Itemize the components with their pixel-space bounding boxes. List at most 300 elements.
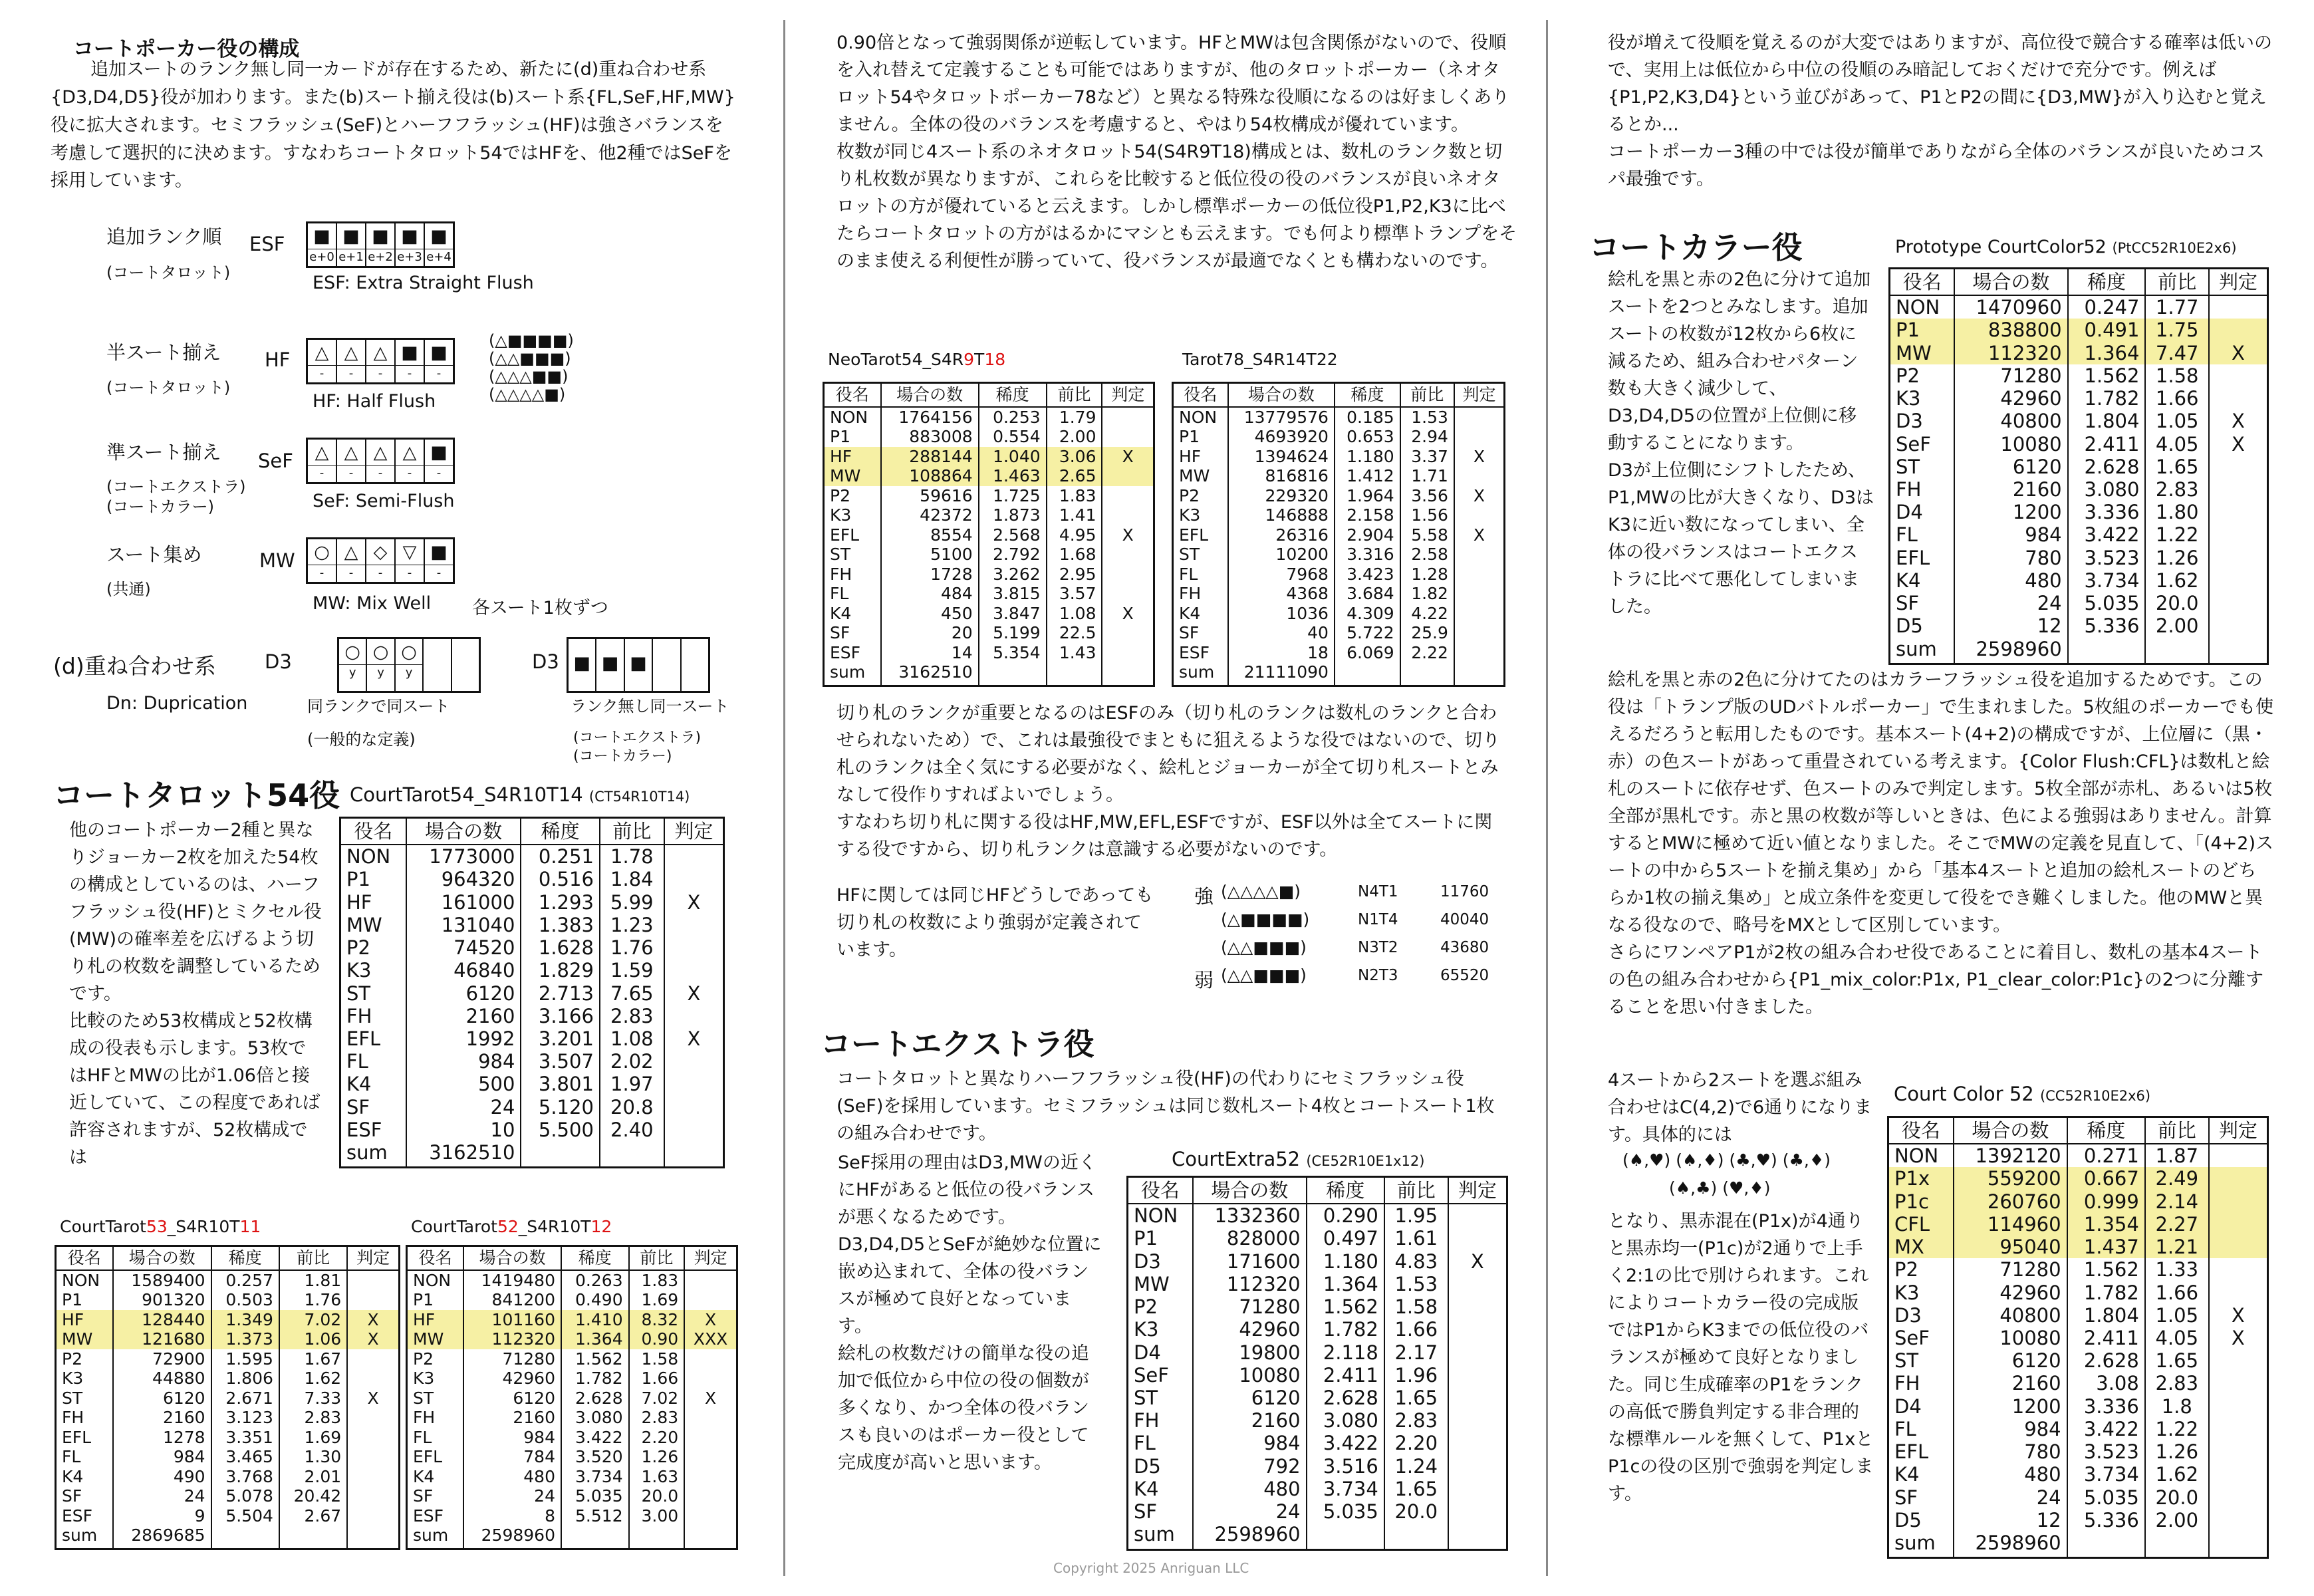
composition-title: コートポーカー役の構成 (73, 37, 300, 61)
table-row (340, 1073, 724, 1095)
table-cell: 4368 (1228, 584, 1335, 604)
table-cell: 1.562 (2067, 1258, 2145, 1281)
ct54-title-sub: (CT54R10T14) (588, 789, 690, 805)
table-cell: 24 (113, 1486, 211, 1506)
table-cell (2145, 1531, 2209, 1558)
table-cell: 1.65 (1384, 1478, 1448, 1500)
card-symbol: ■ (430, 442, 448, 463)
sef-label: 準スート揃え (106, 441, 221, 464)
table-cell: 3.316 (1335, 545, 1400, 565)
table-cell: 1.75 (2145, 319, 2209, 341)
table-cell (664, 959, 724, 982)
table-cell: SF (413, 1486, 434, 1506)
card-cell (424, 440, 453, 482)
table-cell: sum (346, 1141, 388, 1164)
table-cell: FL (413, 1427, 432, 1447)
ct52-title-red2: 12 (590, 1217, 612, 1236)
table-cell: 3.815 (979, 584, 1047, 604)
table-cell: 3.080 (1307, 1409, 1384, 1432)
table-cell: NON (1179, 407, 1218, 427)
table-cell: 1.63 (629, 1467, 685, 1487)
card-cell (394, 639, 422, 691)
table-cell (1102, 565, 1154, 585)
table-cell (1102, 643, 1154, 663)
card-cell (424, 539, 453, 582)
col-header: 稀度 (211, 1246, 279, 1270)
hf-note-paragraph: HFに関しては同じHFどうしであっても切り札の枚数により強弱が定義されています。 (836, 885, 1154, 961)
table-cell: 3.520 (561, 1447, 629, 1467)
col-header: 場合の数 (1954, 1117, 2067, 1144)
card-cell (336, 539, 365, 582)
table-cell: 1.66 (629, 1369, 685, 1389)
table-row (56, 1349, 400, 1369)
table-cell: 1.83 (629, 1270, 685, 1291)
pair: (♣,♥) (1729, 1150, 1777, 1170)
table-cell: X (664, 1027, 724, 1050)
table-cell: P2 (1134, 1295, 1158, 1319)
table-cell: 2160 (113, 1408, 211, 1428)
table-cell: P1 (413, 1290, 434, 1309)
table-cell: 1.77 (2145, 295, 2209, 319)
table-row (1890, 295, 2268, 319)
table-cell: 1.53 (1384, 1273, 1448, 1295)
table-cell: P2 (1896, 364, 1920, 387)
table-cell: 0.653 (1335, 427, 1400, 447)
table-cell: 3.00 (629, 1506, 685, 1526)
hf-strength-code: N3T2 (1358, 939, 1398, 956)
card-symbol: ◇ (373, 542, 388, 563)
ct52-body (407, 1270, 737, 1549)
card-cell (308, 440, 336, 482)
table-cell: 1.95 (1384, 1204, 1448, 1227)
table-cell: 22.5 (1047, 623, 1102, 643)
table-cell: 20.0 (2145, 1486, 2209, 1509)
table-cell: 1.71 (1400, 466, 1454, 486)
table-cell: 1.804 (2068, 410, 2146, 432)
table-cell: ESF (62, 1506, 93, 1526)
table-cell: 1.76 (279, 1290, 347, 1310)
extra-table-title (1172, 1148, 1424, 1170)
table-row (824, 505, 1154, 525)
table-cell (664, 914, 724, 936)
card-sub: - (396, 565, 424, 581)
ct53-title-a: CourtTarot (60, 1217, 146, 1236)
mw-label: スート集め (106, 543, 202, 566)
table-cell: ESF (1179, 642, 1210, 662)
table-cell: CFL (1888, 1213, 1954, 1236)
table-cell: 1.79 (1047, 407, 1102, 428)
table-cell: 2.628 (2068, 456, 2146, 478)
extra-heading: コートエクストラ役 (821, 1026, 1094, 1062)
col-header: 判定 (1454, 383, 1505, 407)
table-cell: 1.628 (521, 936, 599, 959)
card-cell (308, 340, 336, 382)
table-cell: MW (1179, 466, 1210, 485)
card-cell (394, 440, 424, 482)
table-cell: 1394624 (1228, 447, 1335, 467)
table-cell: 2.14 (2145, 1190, 2209, 1213)
table-cell: 780 (1954, 1440, 2067, 1463)
table-cell: HF (346, 890, 372, 914)
table-cell: 2.628 (1307, 1387, 1384, 1409)
neo-header-row (824, 383, 1154, 407)
table-row (407, 1329, 737, 1349)
table-cell (2209, 638, 2268, 664)
table-cell: 3.734 (2067, 1463, 2145, 1486)
d-abbr: D3 (265, 650, 292, 673)
table-cell: 5100 (881, 545, 979, 565)
table-cell: 72900 (113, 1349, 211, 1369)
table-cell: 2.20 (629, 1428, 685, 1448)
table-row (407, 1447, 737, 1467)
ct54-paragraph-1: 他のコートポーカー2種と異なりジョーカー2枚を加えた54枚の構成としているのは、ハーフフラッシュ役(HF)とミクセル役(MW)の確率差を広げるよう切り札の枚数を調整しているためです。 (69, 820, 322, 1005)
table-row (340, 1119, 724, 1141)
table-cell: 1.354 (2067, 1213, 2145, 1236)
table-cell (684, 1270, 737, 1291)
table-cell: FL (346, 1050, 368, 1073)
table-cell: 1.69 (629, 1290, 685, 1310)
table-cell: 7.65 (600, 982, 664, 1005)
table-cell: SF (1894, 1486, 1918, 1509)
table-cell (684, 1526, 737, 1549)
table-cell: 20.0 (2145, 592, 2209, 614)
table-cell (2209, 1281, 2268, 1304)
table-cell: 5.99 (600, 891, 664, 914)
table-cell (347, 1290, 399, 1310)
hf-caption: HF: Half Flush (313, 391, 436, 412)
table-cell: D3 (1134, 1250, 1161, 1273)
table-cell: K4 (346, 1073, 372, 1096)
table-cell: 2.49 (2145, 1167, 2209, 1190)
table-cell: 1.26 (629, 1447, 685, 1467)
table-cell: 480 (463, 1467, 561, 1487)
table-cell: 42960 (1954, 387, 2067, 410)
table-cell: 1.26 (2145, 547, 2209, 569)
table-row (1173, 486, 1505, 506)
table-cell: 5.500 (521, 1119, 599, 1141)
hf-strength-row (1194, 966, 1507, 992)
card-cell (394, 223, 424, 266)
table-cell: 883008 (881, 427, 979, 447)
table-cell: 1.62 (279, 1369, 347, 1389)
table-cell: P1 (1179, 427, 1200, 446)
table-cell: K3 (830, 505, 852, 525)
ct53-title-b: _S4R10T (167, 1217, 240, 1236)
ct53-title-red: 53 (146, 1217, 168, 1236)
col-header: 判定 (684, 1246, 737, 1270)
table-row (824, 486, 1154, 506)
neo-table (823, 382, 1155, 687)
table-cell: K3 (1134, 1318, 1159, 1341)
col-header: 場合の数 (463, 1246, 561, 1270)
card-sub: - (366, 465, 394, 481)
color-paragraph-5: 4スートから2スートを選ぶ組み合わせはC(4,2)で6通りになります。具体的には (1608, 1070, 1872, 1146)
table-row (1888, 1418, 2268, 1440)
table-cell: 1.349 (211, 1310, 279, 1330)
pair: (♥,♦) (1722, 1178, 1771, 1198)
table-row (1890, 523, 2268, 546)
table-cell: 5.722 (1335, 623, 1400, 643)
hf-strength-mark: 弱 (1194, 969, 1214, 992)
table-cell: X (664, 891, 724, 914)
table-cell: 1.24 (1384, 1455, 1448, 1478)
card-sub: - (308, 565, 336, 581)
table-cell (1448, 1478, 1507, 1500)
table-cell (684, 1467, 737, 1487)
table-cell: X (1102, 604, 1154, 624)
table-row (407, 1270, 737, 1291)
table-cell: 3.37 (1400, 447, 1454, 467)
table-cell: 6120 (1193, 1387, 1307, 1409)
table-cell (1448, 1432, 1507, 1454)
card-symbol: ■ (342, 226, 360, 247)
ct54-table-title (350, 783, 690, 806)
hf-strength-count: 40040 (1440, 911, 1489, 928)
table-row (1128, 1318, 1507, 1341)
table-cell: X (1102, 447, 1154, 467)
table-row (824, 525, 1154, 545)
table-cell: MW (407, 1329, 464, 1349)
table-cell: 24 (1954, 1486, 2067, 1509)
table-row (1128, 1478, 1507, 1500)
table-cell: 2.628 (561, 1389, 629, 1408)
table-row (824, 623, 1154, 643)
neo-body (824, 407, 1154, 686)
table-cell: NON (1134, 1204, 1178, 1228)
table-cell: 8.32 (629, 1310, 685, 1330)
table-cell: ST (1894, 1349, 1919, 1373)
table-cell: 1.62 (2145, 569, 2209, 592)
table-cell: ESF (830, 642, 861, 662)
table-cell (1047, 662, 1102, 686)
card-sub: - (337, 465, 365, 481)
table-cell: 131040 (406, 914, 521, 936)
table-row (1128, 1409, 1507, 1432)
table-cell: SF (1179, 623, 1200, 642)
table-cell: P1x (1888, 1167, 1954, 1190)
table-cell (2068, 638, 2146, 664)
table-cell: EFL (346, 1027, 381, 1050)
table-cell: 0.253 (979, 407, 1047, 428)
col-header: 役名 (1173, 383, 1228, 407)
table-cell: 1.96 (1384, 1364, 1448, 1387)
table-cell: D5 (1896, 614, 1923, 638)
table-cell: P1 (830, 427, 850, 446)
table-cell: 101160 (463, 1310, 561, 1330)
mw-cards (306, 537, 455, 584)
table-cell: X (1454, 486, 1505, 506)
table-cell (684, 1486, 737, 1506)
table-row (1888, 1440, 2268, 1463)
esf-cards (306, 221, 455, 268)
table-cell: 4.309 (1335, 604, 1400, 624)
table-cell (1454, 565, 1505, 585)
col-header: 場合の数 (1193, 1177, 1307, 1204)
table-row (1890, 456, 2268, 478)
t78-table (1172, 382, 1505, 687)
table-cell: 0.247 (2068, 295, 2146, 319)
cc-title-main: Court Color 52 (1894, 1083, 2034, 1105)
table-cell: K4 (413, 1466, 435, 1486)
table-cell: 6120 (113, 1389, 211, 1408)
table-row (1128, 1204, 1507, 1227)
table-row (407, 1467, 737, 1487)
table-cell: 2.65 (1047, 466, 1102, 486)
table-cell (1102, 505, 1154, 525)
card-symbol: ■ (430, 226, 448, 247)
proto-header-row (1890, 269, 2268, 296)
hf-variant: (△△△△■) (489, 385, 566, 404)
table-row (56, 1526, 400, 1549)
table-cell: 46840 (406, 959, 521, 982)
table-cell: D3 (1894, 1303, 1922, 1327)
hf-strength-mark: 強 (1194, 885, 1214, 908)
card-symbol: △ (344, 442, 358, 463)
table-row (824, 584, 1154, 604)
card-cell (394, 340, 424, 382)
table-row (1173, 565, 1505, 585)
table-cell: 20.0 (629, 1486, 685, 1506)
table-cell: EFL (413, 1447, 443, 1466)
table-cell (1454, 407, 1505, 428)
cc-table-title (1894, 1083, 2150, 1105)
table-cell (2209, 1258, 2268, 1281)
card-sub: - (366, 565, 394, 581)
table-cell: 1.65 (2145, 456, 2209, 478)
table-row (1888, 1463, 2268, 1486)
table-cell: P2 (830, 485, 850, 505)
table-cell: 3.847 (979, 604, 1047, 624)
card-symbol: ○ (372, 642, 389, 662)
table-cell (279, 1526, 347, 1549)
table-cell: 2.158 (1335, 505, 1400, 525)
table-cell: 71280 (463, 1349, 561, 1369)
table-cell: 1.383 (521, 914, 599, 936)
table-cell: 1.804 (2067, 1304, 2145, 1327)
d-note-3: ランク無し同一スート (571, 697, 729, 716)
table-cell: X (684, 1389, 737, 1408)
table-cell (2209, 1167, 2268, 1190)
table-cell: FL (1894, 1417, 1916, 1440)
table-cell: P2 (413, 1349, 434, 1369)
table-cell (2209, 1190, 2268, 1213)
table-cell: 3.123 (211, 1408, 279, 1428)
table-cell: 1.829 (521, 959, 599, 982)
table-cell: SF (346, 1095, 370, 1119)
table-row (340, 1141, 724, 1168)
cc-header-row (1888, 1117, 2268, 1144)
table-cell: 2869685 (113, 1526, 211, 1549)
hf-strength-code: N4T1 (1358, 883, 1398, 900)
col-header: 場合の数 (113, 1246, 211, 1270)
table-cell: 2.67 (279, 1506, 347, 1526)
table-cell: 1.373 (211, 1329, 279, 1349)
card-symbol: ■ (313, 226, 330, 247)
card-sub: - (308, 365, 336, 382)
table-cell (347, 1486, 399, 1506)
col-header: 場合の数 (881, 383, 979, 407)
table-cell (2209, 319, 2268, 341)
table-cell: 559200 (1954, 1167, 2067, 1190)
table-cell (1307, 1523, 1384, 1549)
table-cell: 1.782 (2067, 1281, 2145, 1304)
table-row (824, 545, 1154, 565)
table-cell: 8554 (881, 525, 979, 545)
table-cell: NON (413, 1270, 451, 1290)
table-cell: SeF (1894, 1326, 1930, 1349)
pair: (♠,♥) (1622, 1150, 1671, 1170)
table-cell: 4.05 (2145, 1327, 2209, 1349)
table-cell: ST (346, 982, 371, 1005)
color-heading: コートカラー役 (1589, 229, 1803, 265)
ct54-title-main: CourtTarot54_S4R10T14 (350, 783, 583, 806)
table-cell: 2.95 (1047, 565, 1102, 585)
table-row (1128, 1500, 1507, 1523)
card-cell (336, 223, 365, 266)
table-cell: 3.57 (1047, 584, 1102, 604)
table-row (824, 604, 1154, 624)
ct53-title-red2: 11 (239, 1217, 261, 1236)
table-cell: 2160 (1954, 478, 2067, 501)
hf-variant: (△■■■■) (489, 331, 574, 350)
col-header: 場合の数 (1228, 383, 1335, 407)
table-cell: 1589400 (113, 1270, 211, 1291)
table-cell: 9 (113, 1506, 211, 1526)
table-row (1173, 407, 1505, 428)
table-cell: P1 (346, 868, 370, 891)
table-cell (2209, 1395, 2268, 1418)
table-cell: EFL (1179, 525, 1209, 545)
table-cell (347, 1526, 399, 1549)
table-cell: 2.83 (2145, 478, 2209, 501)
mw-note: 各スート1枚ずつ (472, 598, 608, 618)
table-cell: 2598960 (1954, 1531, 2067, 1558)
table-cell: 10080 (1954, 1327, 2067, 1349)
table-cell: 1.782 (2068, 387, 2146, 410)
neo-title-red2: 18 (984, 350, 1006, 369)
table-cell: 24 (406, 1096, 521, 1119)
table-cell: 229320 (1228, 486, 1335, 506)
table-cell: 0.185 (1335, 407, 1400, 428)
card-symbol: ■ (430, 342, 448, 363)
card-cell (365, 440, 394, 482)
table-cell (211, 1526, 279, 1549)
table-cell: MW (1134, 1272, 1170, 1295)
table-cell: 3.516 (1307, 1455, 1384, 1478)
table-cell (664, 1096, 724, 1119)
table-cell: 5.199 (979, 623, 1047, 643)
table-cell: 480 (1954, 569, 2067, 592)
table-cell (2209, 501, 2268, 523)
table-cell: 3.56 (1400, 486, 1454, 506)
table-cell: EFL (1896, 546, 1930, 569)
table-row (1128, 1364, 1507, 1387)
table-cell: 1.53 (1400, 407, 1454, 428)
table-cell: NON (62, 1270, 100, 1290)
table-cell: 1.83 (1047, 486, 1102, 506)
table-cell (629, 1526, 685, 1549)
table-cell: 0.503 (211, 1290, 279, 1310)
mw-abbr: MW (259, 549, 295, 572)
hf-abbr: HF (265, 348, 291, 371)
table-row (824, 427, 1154, 447)
color-paragraph-4: さらにワンペアP1が2枚の組み合わせ役であることに着目し、数札の基本4スートの色の組み合わせから{P1_mix_color:P1x, P1_clear_color:P1c}の2つに分離することを思い付きました。 (1608, 942, 2263, 1018)
table-cell: 5.120 (521, 1096, 599, 1119)
table-cell: SF (1134, 1500, 1158, 1524)
table-cell: 5.354 (979, 643, 1047, 663)
table-cell: MW (56, 1329, 113, 1349)
col2-paragraph-1: 0.90倍となって強弱関係が逆転しています。HFとMWは包含関係がないので、役順を入れ替えて定義することも可能ではありますが、他のタロットポーカー（ネオタロット54やタロットポーカー78など）と異なる特殊な役順になるのは好ましくありません。全体の役のバランスを考慮すると、やはり54枚構成が優れています。 (836, 33, 1510, 136)
